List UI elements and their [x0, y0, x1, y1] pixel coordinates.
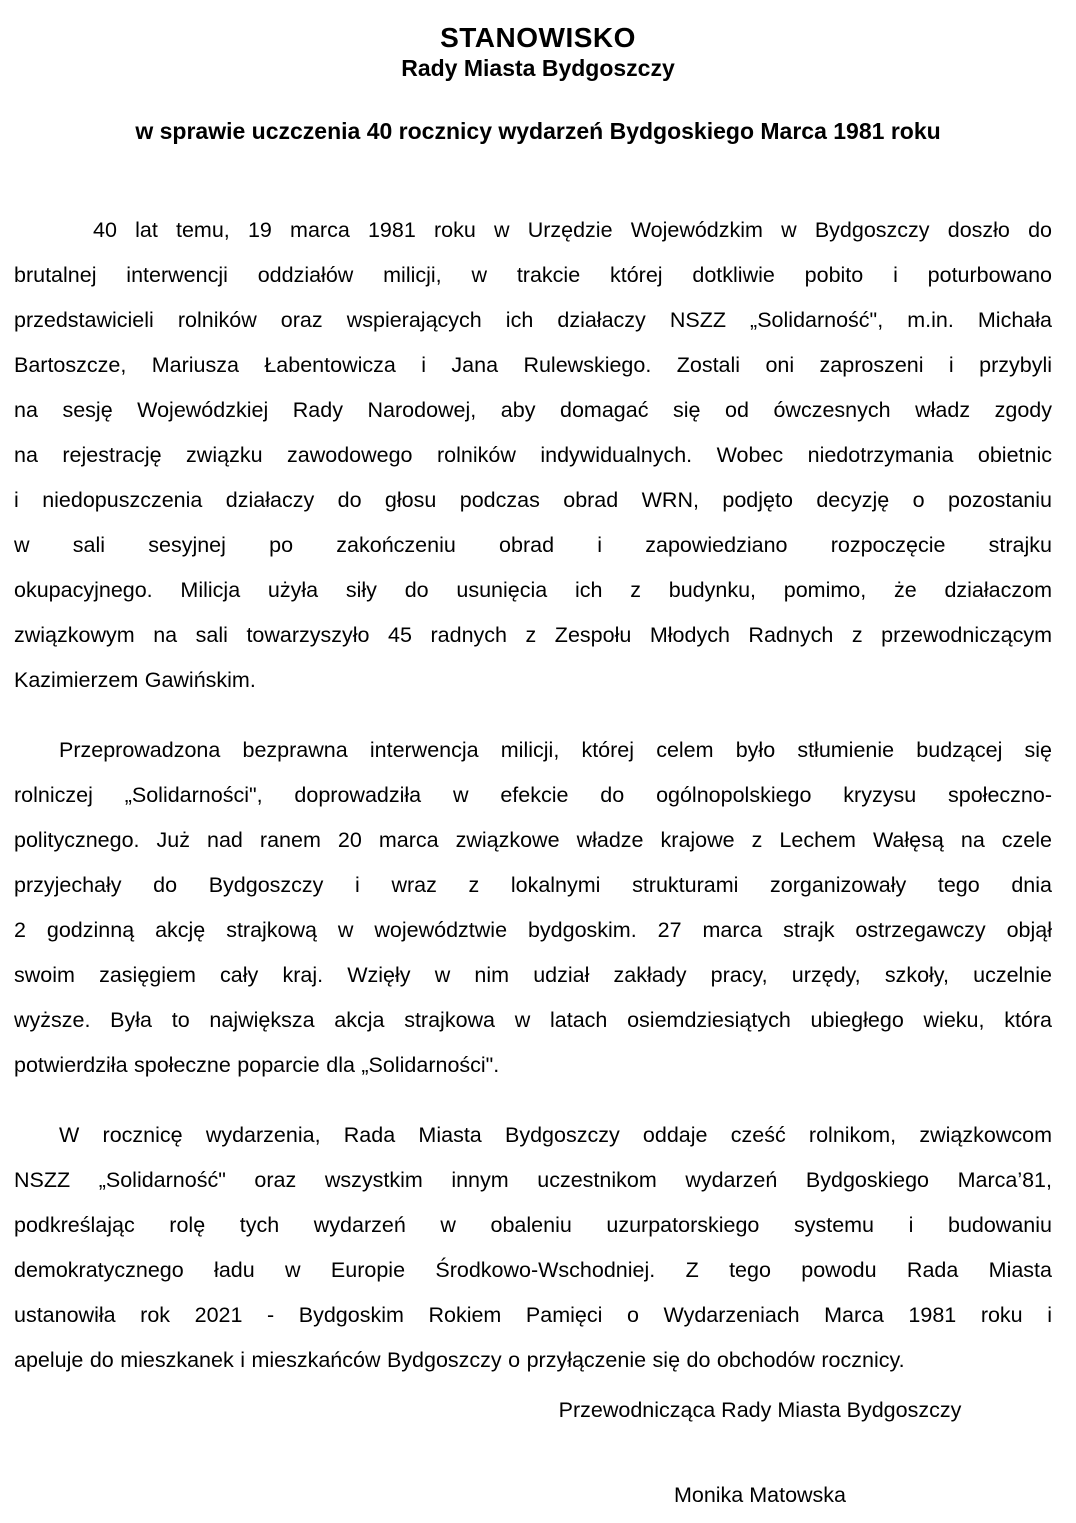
text-line: 2 godzinną akcję strajkową w województwie bydgoskim. 27 marca strajk ostrzegawczy objął: [14, 918, 1052, 942]
paragraph: [14, 1113, 1052, 1383]
text-line: demokratycznego ładu w Europie Środkowo-Wschodniej. Z tego powodu Rada Miasta: [14, 1258, 1052, 1282]
text-line: wyższe. Była to największa akcja strajkowa w latach osiemdziesiątych ubiegłego wieku, która: [14, 1008, 1052, 1032]
text-line: przedstawicieli rolników oraz wspierających ich działaczy NSZZ „Solidarność", m.in. Michała: [14, 308, 1052, 332]
signature-name: Monika Matowska: [673, 1483, 847, 1507]
text-line: brutalnej interwencji oddziałów milicji, w trakcie której dotkliwie pobito i poturbowano: [14, 263, 1052, 287]
paragraph: [14, 208, 1052, 703]
text-line: swoim zasięgiem cały kraj. Wzięły w nim udział zakłady pracy, urzędy, szkoły, uczelnie: [14, 963, 1052, 987]
text-line: ustanowiła rok 2021 - Bydgoskim Rokiem Pamięci o Wydarzeniach Marca 1981 roku i: [14, 1303, 1052, 1327]
paragraph: [14, 728, 1052, 1088]
text-line: na sesję Wojewódzkiej Rady Narodowej, aby domagać się od ówczesnych władz zgody: [14, 398, 1052, 422]
text-line: związkowym na sali towarzyszyło 45 radnych z Zespołu Młodych Radnych z przewodniczącym: [14, 623, 1052, 647]
document-body: [14, 208, 1052, 1383]
document-subject: w sprawie uczczenia 40 rocznicy wydarzeń Bydgoskiego Marca 1981 roku: [135, 118, 941, 144]
text-line: NSZZ „Solidarność" oraz wszystkim innym uczestnikom wydarzeń Bydgoskiego Marca’81,: [14, 1168, 1052, 1192]
text-line: na rejestrację związku zawodowego rolników indywidualnych. Wobec niedotrzymania obietnic: [14, 443, 1052, 467]
text-line: 40 lat temu, 19 marca 1981 roku w Urzędzie Wojewódzkim w Bydgoszczy doszło do: [93, 218, 1052, 242]
text-line: W rocznicę wydarzenia, Rada Miasta Bydgoszczy oddaje cześć rolnikom, związkowcom: [59, 1123, 1052, 1147]
text-line: Kazimierzem Gawińskim.: [14, 668, 256, 692]
text-line: Przeprowadzona bezprawna interwencja milicji, której celem było stłumienie budzącej się: [59, 738, 1052, 762]
text-line: rolniczej „Solidarności", doprowadziła w efekcie do ogólnopolskiego kryzysu społeczno-: [14, 783, 1052, 807]
text-line: w sali sesyjnej po zakończeniu obrad i zapowiedziano rozpoczęcie strajku: [14, 533, 1052, 557]
text-line: apeluje do mieszkanek i mieszkańców Bydgoszczy o przyłączenie się do obchodów rocznicy.: [14, 1348, 905, 1372]
text-line: politycznego. Już nad ranem 20 marca związkowe władze krajowe z Lechem Wałęsą na czele: [14, 828, 1052, 852]
document-issuer: Rady Miasta Bydgoszczy: [401, 55, 675, 81]
text-line: podkreślając rolę tych wydarzeń w obaleniu uzurpatorskiego systemu i budowaniu: [14, 1213, 1052, 1237]
document-title: STANOWISKO: [440, 22, 636, 53]
text-line: Bartoszcze, Mariusza Łabentowicza i Jana Rulewskiego. Zostali oni zaproszeni i przybyli: [14, 353, 1052, 377]
document-header: [0, 22, 1076, 146]
signature-role: Przewodnicząca Rady Miasta Bydgoszczy: [558, 1398, 962, 1422]
text-line: przyjechały do Bydgoszczy i wraz z lokalnymi strukturami zorganizowały tego dnia: [14, 873, 1052, 897]
text-line: okupacyjnego. Milicja użyła siły do usunięcia ich z budynku, pomimo, że działaczom: [14, 578, 1052, 602]
text-line: i niedopuszczenia działaczy do głosu podczas obrad WRN, podjęto decyzję o pozostaniu: [14, 488, 1052, 512]
text-line: potwierdziła społeczne poparcie dla „Solidarności".: [14, 1053, 500, 1077]
signature-block: [480, 1397, 1040, 1508]
